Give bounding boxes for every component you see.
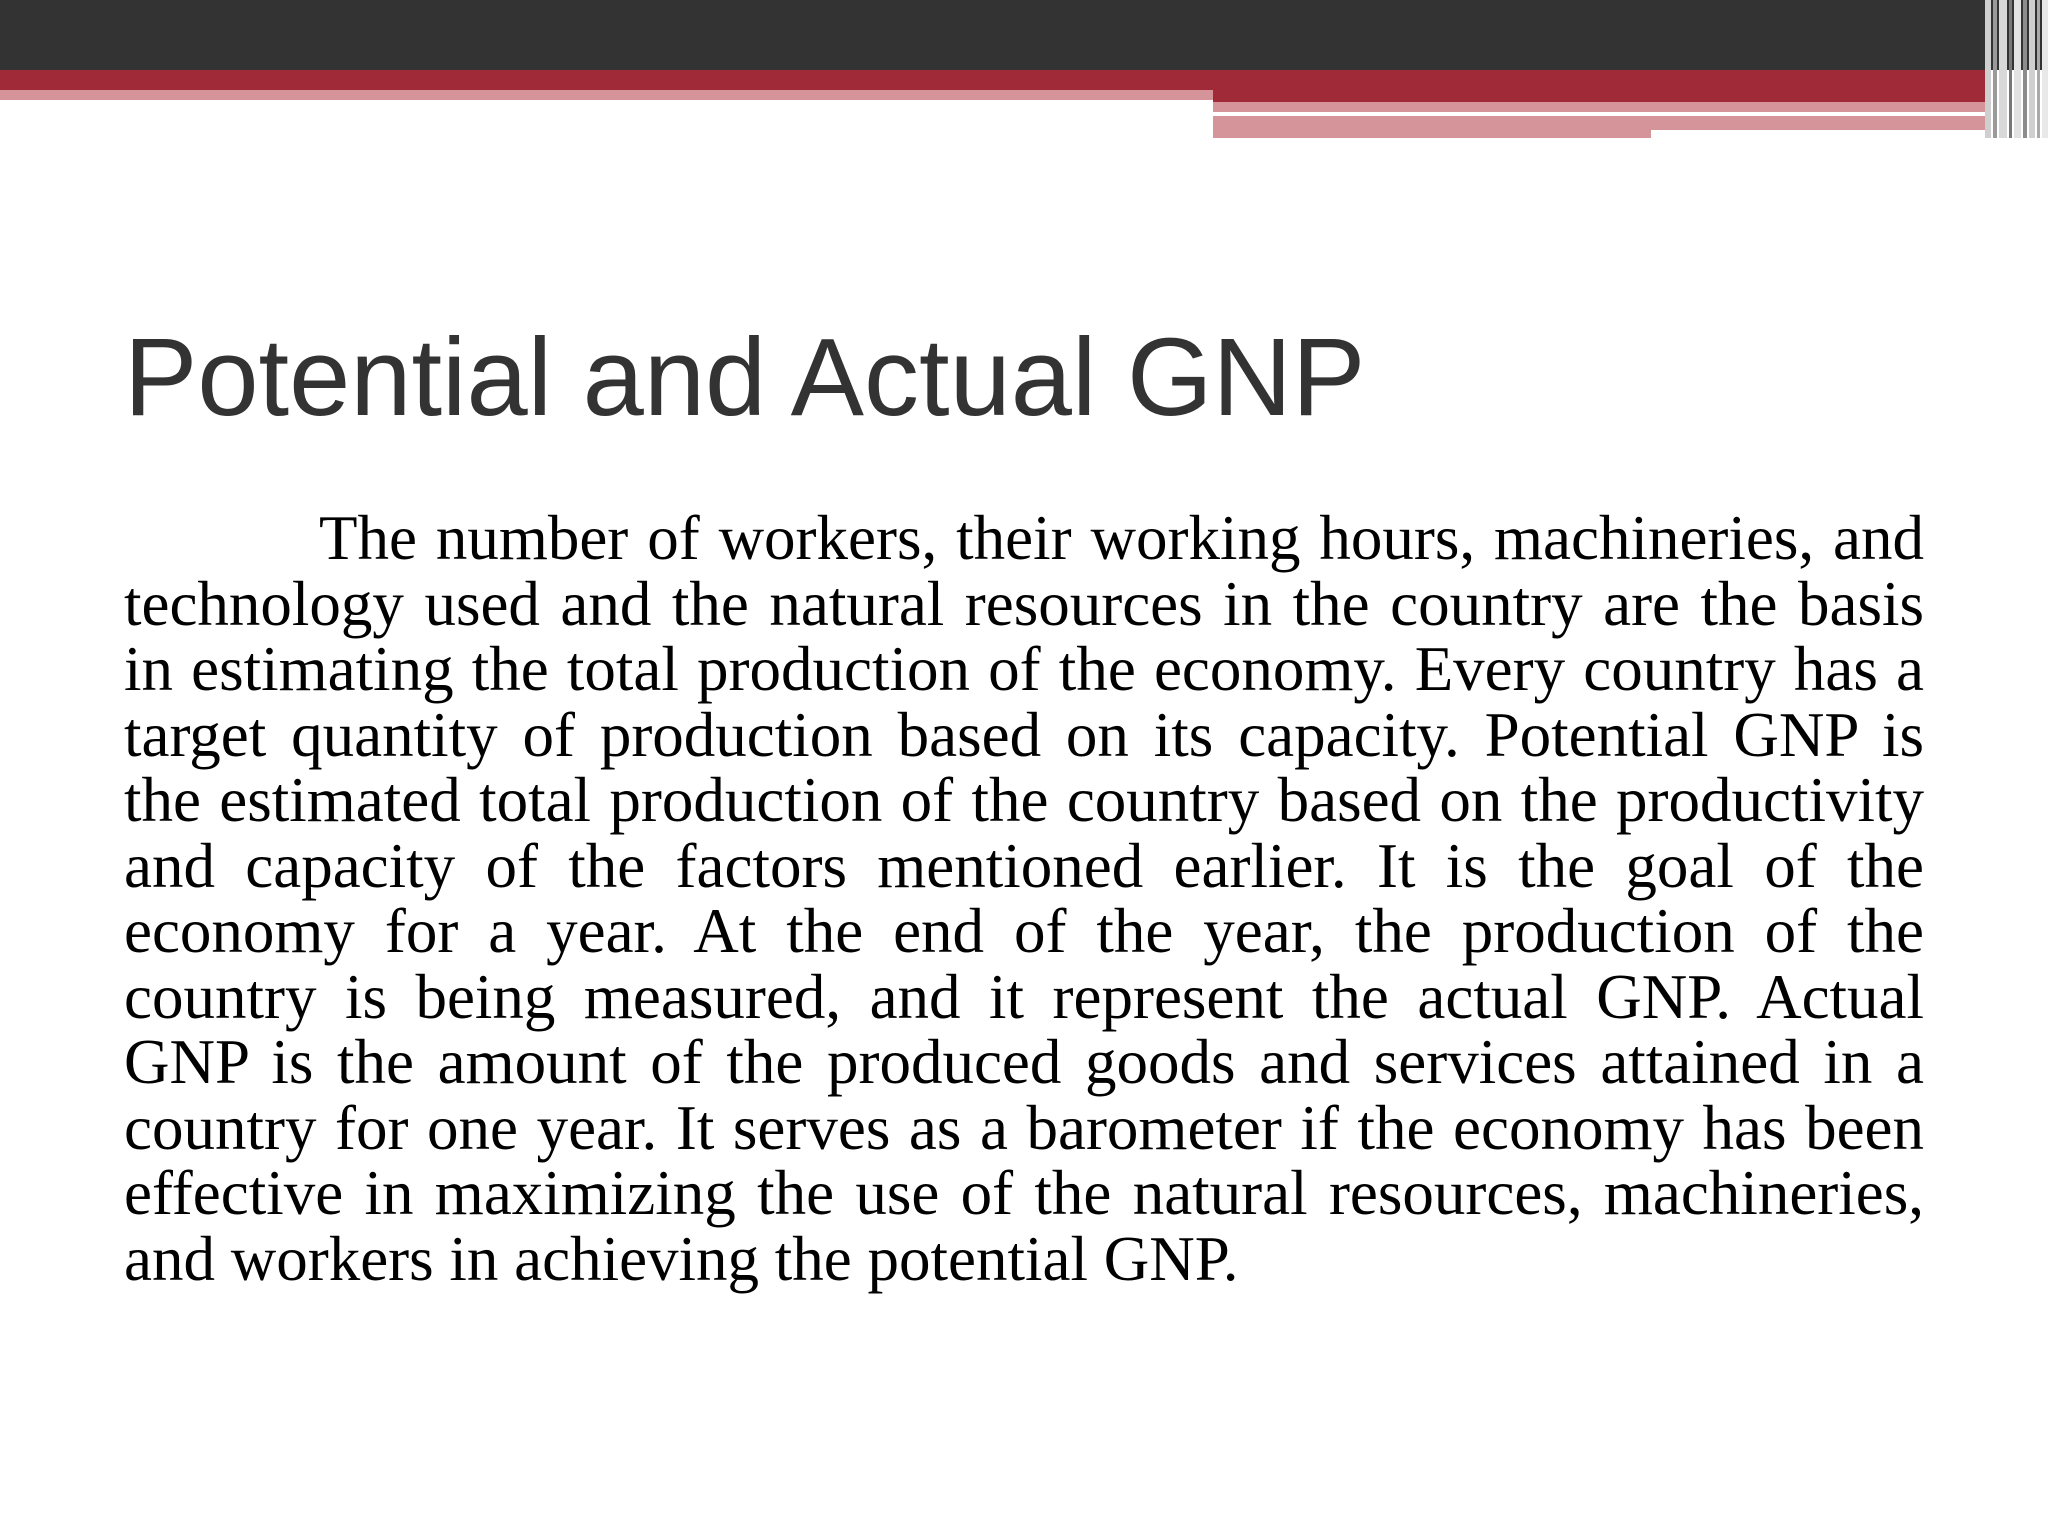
slide-body-text: The number of workers, their working hours, machineries, and technology used and the natural resources in the country are the basis in estimating the total production of the economy. Every country has a target quantity of production based on its capacity. Potential GNP is the estimated total production of the country based on the productivity and capacity of the factors mentioned earlier. It is the goal of the economy for a year. At the end of the year, the production of the country is being measured, and it represent the actual GNP. Actual GNP is the amount of the produced goods and services attained in a country for one year. It serves as a barometer if the economy has been effective in maximizing the use of the natural resources, machineries, and workers in achieving the potential GNP.	[124, 503, 1924, 1294]
header-pink-bar-right-3	[1213, 130, 1651, 138]
header-red-bar	[0, 70, 1990, 90]
header-pink-bar-right-1	[1213, 102, 1990, 112]
header-red-bar-right	[1213, 90, 1990, 102]
header-pink-bar-left	[0, 90, 1213, 100]
header-pink-bar-right-2	[1213, 116, 1990, 130]
slide-title: Potential and Actual GNP	[124, 316, 1366, 439]
header-dark-bar	[0, 0, 2048, 70]
header-corner-stripes	[1985, 0, 2048, 138]
